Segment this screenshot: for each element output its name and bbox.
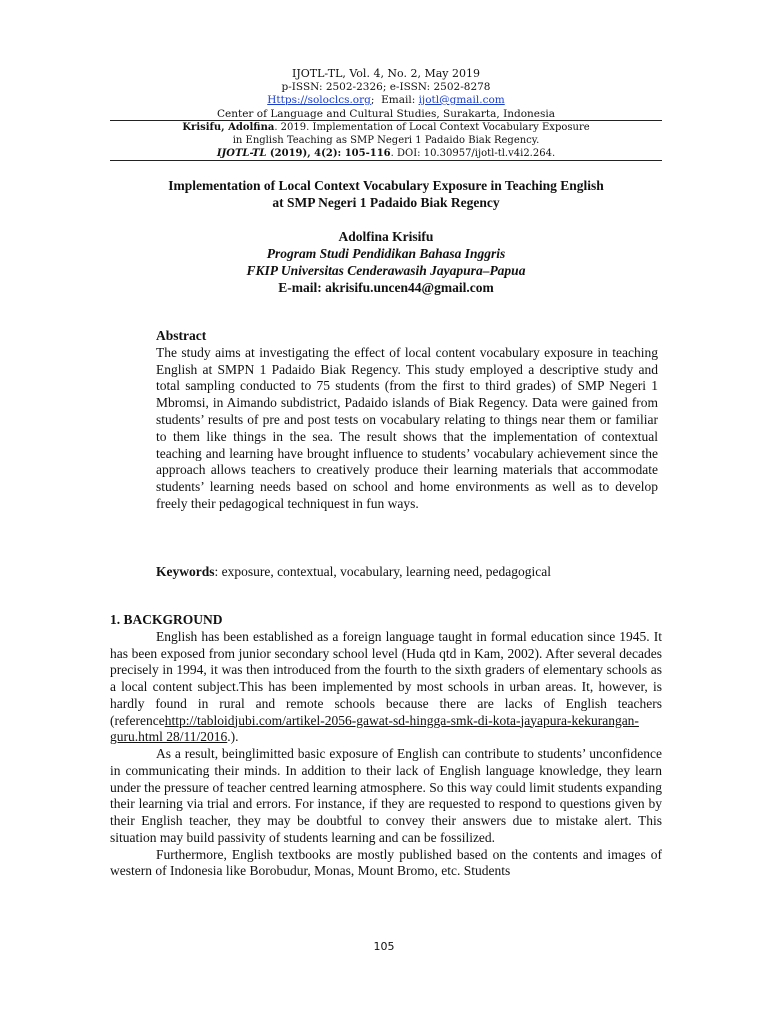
author-email: E-mail: akrisifu.uncen44@gmail.com: [278, 280, 494, 295]
journal-volume-line: IJOTL-TL, Vol. 4, No. 2, May 2019: [292, 67, 480, 80]
citation-doi: . DOI: 10.30957/ijotl-tl.v4i2.264.: [390, 148, 556, 159]
citation-line-3: [110, 147, 662, 160]
background-heading: 1. BACKGROUND: [110, 612, 223, 627]
reference-link[interactable]: http://tabloidjubi.com/artikel-2056-gawat-sd-hingga-smk-di-kota-jayapura-kekurangan-guru.html 28/11/2016: [110, 712, 639, 745]
journal-email-link[interactable]: ijotl@gmail.com: [418, 94, 505, 106]
email-label: Email:: [381, 94, 416, 106]
abstract-text: The study aims at investigating the effect of local content vocabulary exposure in teaching English at SMPN 1 Padaido Biak Regency. This study employed a descriptive study and total sampling conducted to 75 students (from the first to third grades) of SMP Negeri 1 Mbromsi, in Aimando subdistrict, Padaido islands of Biak Regency. Data were gained from students’ results of pre and post tests on vocabulary relating to things near them or familiar to them like things in the sea. The result shows that the implementation of contextual teaching and learning have brought influence to students’ vocabulary achievement since the approach allows teachers to creatively produce their learning materials that accommodate students’ learning needs based on school and home environments as well as to develop freely their pedagogical techniquest in fun ways.: [156, 344, 658, 511]
background-paragraph-3: Furthermore, English textbooks are mostly published based on the contents and images of western of Indonesia like Borobudur, Monas, Mount Bromo, etc. Students: [110, 846, 662, 879]
website-link[interactable]: Https://soloclcs.org: [267, 94, 371, 106]
author-program: Program Studi Pendidikan Bahasa Inggris: [266, 246, 506, 261]
article-title: [110, 178, 662, 211]
citation-line-1: [110, 121, 662, 134]
abstract-heading: Abstract: [156, 328, 207, 343]
author-name: Adolfina Krisifu: [338, 229, 434, 244]
citation-journal: IJOTL-TL: [216, 148, 267, 159]
contact-line: Https://soloclcs.org; Email: ijotl@gmail.com: [267, 94, 505, 106]
citation-block: [110, 121, 662, 160]
article-title-line-1: Implementation of Local Context Vocabulary Exposure in Teaching English: [168, 178, 604, 193]
citation-line-2: in English Teaching as SMP Negeri 1 Padaido Biak Regency.: [232, 135, 540, 146]
keywords-values: : exposure, contextual, vocabulary, learning need, pedagogical: [214, 564, 551, 579]
article-title-line-2: at SMP Negeri 1 Padaido Biak Regency: [272, 194, 500, 210]
background-paragraph-2: As a result, beinglimitted basic exposure of English can contribute to students’ unconfidence in communicating their minds. In addition to their lack of English language knowledge, they learn under the pressure of teacher centred learning atmosphere. So this way could limit students expanding their learning via trial and errors. For instance, if they are requested to respond to questions given by their English teacher, they may be doubtful to convey their answers due to mistake alert. This situation may build passivity of students learning and can be fossilized.: [110, 746, 662, 845]
author-block: [110, 228, 662, 296]
citation-title-part1: . 2019. Implementation of Local Context Vocabulary Exposure: [274, 122, 590, 133]
header-divider-bottom: [110, 160, 662, 161]
center-line: Center of Language and Cultural Studies, Surakarta, Indonesia: [216, 107, 556, 120]
page-number: 105: [373, 940, 395, 953]
abstract-section: [156, 328, 658, 513]
journal-header: [110, 67, 662, 121]
citation-author: Krisifu, Adolfina: [182, 122, 275, 133]
citation-volume: (2019), 4(2): 105-116: [266, 148, 391, 159]
background-paragraph-1: English has been established as a foreign language taught in formal education since 1945. It has been exposed from junior secondary school level (Huda qtd in Kam, 2002). After several decades precisely in 1994, it was then introduced from the fourth to the sixth graders of elementary schools as a local content subject.This has been implemented by most schools in urban areas. It, however, is hardly found in rural and remote schools because there are lacks of English teachers (referencehttp://tabloidjubi.com/artikel-2056-gawat-sd-hingga-smk-di-kota-jayapura-kekurangan-guru.html 28/11/2016.).: [110, 628, 662, 745]
keywords-line: [156, 563, 658, 580]
issn-line: p-ISSN: 2502-2326; e-ISSN: 2502-8278: [281, 80, 491, 93]
keywords-label: Keywords: [156, 564, 215, 579]
background-section: [110, 612, 662, 880]
author-faculty: FKIP Universitas Cenderawasih Jayapura–Papua: [246, 263, 526, 278]
